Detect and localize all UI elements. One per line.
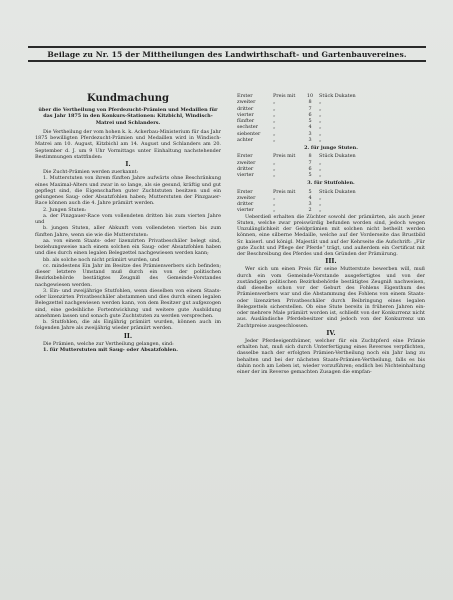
prize-label: „	[273, 118, 276, 124]
prize-amount: 7	[308, 105, 312, 112]
prize-unit: „	[319, 99, 322, 106]
announcement-title: Kundmachung	[87, 93, 169, 104]
prize-amount: 5	[308, 172, 312, 178]
section-2-number: II.	[123, 331, 133, 340]
prize-row	[237, 207, 425, 213]
prize-amount: 5	[308, 188, 312, 195]
prize-label: „	[273, 130, 276, 137]
prize-unit: „	[319, 165, 322, 172]
section-3-number: III.	[325, 257, 337, 266]
prize-list-junge-stuten	[237, 153, 425, 178]
prize-amount: 2	[308, 207, 312, 214]
prize-unit: „	[319, 130, 322, 137]
category-2-title: 2. für junge Stuten.	[304, 145, 358, 151]
prize-unit: „	[319, 207, 322, 214]
prize-rank: zweiter	[237, 194, 256, 201]
section-1-item-2c: aa. von einem Staats- oder lizenzirten Privatbeschäler belegt sind, beziehungsweise nach einem solchen ein Saug- oder Absatzfohlen haben und dies durch einen legalen Belegzettel nachgewiesen werden kann;	[35, 237, 221, 257]
section-2-intro: Die Prämien, welche zur Vertheilung gelangen, sind:	[43, 340, 174, 347]
prize-label: „	[273, 201, 276, 207]
section-3-text: Wer sich um einen Preis für seine Mutterstute bewerben will, muß durch ein vom Gemeinde-Vorstande ausgefertigtes und von der zuständigen politischen Bezirksbehörde bestätigtes Zeugniß nachweisen, daß dieselbe schon vor der Geburt des Fohlens Eigenthum des Prämienwerbers war und die Abstammung des Fohlens von einem Staats- oder lizenzirten Privatbeschäler durch Beibringung eines legalen Belegzettels sicherstellen. Ob eine Stute bereits in früheren Jahren ein- oder mehrere Male prämiirt worden ist, schließt von der Konkurrenz nicht aus. Ausländische Pferdebesitzer sind jedoch von der Konkurrenz um Zuchtpreise ausgeschlossen.	[237, 266, 425, 329]
prize-rank: Erster	[237, 188, 253, 195]
medal-paragraph: Ueberdieß erhalten die Züchter sowohl der prämiirten, als auch jener Stuten, welche zwar preiswürdig befunden worden sind, jedoch wegen Unzulänglichkeit der Geldprämien mit solchen nicht betheilt werden können, eine silberne Medaille, welche auf der Vorderseite das Brustbild Sr. kaiserl. und königl. Majestät und auf der Kehrseite die Aufschrift: „Für gute Zucht und Pflege der Pferde“ trägt, und außerdem ein Certificat mit der Beschreibung des Pferdes und den Gründen der Prämiirung.	[237, 213, 425, 257]
section-4-text: Jeder Pferdeeigenthümer, welcher für ein Zuchtpferd eine Prämie erhalten hat, muß sich durch Unterfertigung eines Reverses verpflichten, dasselbe nach der erfolgten Prämien-Vertheilung noch ein Jahr lang zu behalten und bei der nächsten Staats-Prämien-Vertheilung, falls es bis dahin noch am Leben ist, wieder vorzuführen; endlich bei Nichteinhaltung einer der im Reverse gemachten Zusagen die empfan-	[237, 337, 425, 375]
prize-amount: 6	[308, 111, 312, 118]
prize-label: „	[273, 124, 276, 131]
prize-rank: zweiter	[237, 99, 256, 106]
prize-rank: vierter	[237, 172, 254, 178]
prize-unit: „	[319, 118, 322, 124]
prize-label: Preis mit	[273, 93, 296, 99]
prize-label: „	[273, 99, 276, 106]
prize-rank: achter	[237, 136, 254, 143]
prize-amount: 5	[308, 118, 312, 124]
prize-amount: 6	[308, 165, 312, 172]
prize-rank: zweiter	[237, 159, 256, 166]
prize-label: „	[273, 136, 276, 143]
section-1-item-2e: cc. mindestens Ein Jahr im Besitze des Prämienwerbers sich befinden; dieser letztere Umstand muß durch ein von der politischen Bezirksbehörde bestätigtes Zeugniß des Gemeinde-Vorstandes nachgewiesen werden.	[35, 262, 221, 288]
prize-unit: Stück Dukaten	[319, 153, 356, 160]
prize-rank: vierter	[237, 111, 254, 118]
section-1-number: I.	[125, 160, 131, 168]
section-1-item-2: 2. Jungen Stuten:	[43, 206, 87, 213]
prize-row	[237, 137, 425, 143]
prize-rank: dritter	[237, 201, 254, 207]
right-column	[237, 93, 425, 375]
prize-label: Preis mit	[273, 153, 296, 160]
prize-unit: „	[319, 159, 322, 166]
prize-amount: 3	[308, 136, 312, 143]
prize-unit: „	[319, 194, 322, 201]
prize-unit: „	[319, 136, 322, 143]
prize-unit: Stück Dukaten	[319, 93, 356, 99]
prize-unit: Stück Dukaten	[319, 188, 356, 195]
prize-row	[237, 172, 425, 178]
section-1-item-3: 3. Ein- und zweijährige Stutfohlen, wenn dieselben von einem Staats- oder lizenzirten Privatbeschäler abstammen und dies durch einen legalen Belegzettel nachgewiesen werden kann, von dem Besitzer gut aufgezogen sind, eine gedeihliche Fortentwicklung und weitere gute Ausbildung annehmen lassen und sonach gute Zuchtstuten zu werden versprechen.	[35, 287, 221, 319]
prize-label: „	[273, 165, 276, 172]
section-1-item-4: b. Stutfohlen, die als Einjährig prämiirt wurden, können auch im folgenden Jahre als zweijährig wieder prämiirt werden.	[35, 319, 221, 332]
prize-list-mutterstuten	[237, 93, 425, 143]
prize-rank: Erster	[237, 153, 253, 160]
prize-rank: Erster	[237, 93, 253, 99]
prize-unit: „	[319, 124, 322, 131]
prize-label: „	[273, 207, 276, 214]
prize-label: „	[273, 111, 276, 118]
announcement-subtitle: über die Vertheilung von Pferdezucht-Prämien und Medaillen für das Jahr 1875 in den Konkurs-Stationen: Kitzbichl, Windisch-Matrei und Schlanders.	[38, 107, 218, 126]
section-1-item-1: 1. Mutterstuten von ihrem fünften Jahre aufwärts ohne Beschränkung eines Maximal-Alters und zwar in so lange, als sie gesund, kräftig und gut gepflegt sind, die Eigenschaften guter Zuchtstuten besitzen und ein gelungenes Saug- oder Absatzfohlen haben; Mutterstuten der Pinzgauer-Race können auch die 4. Jahre prämiirt werden.	[35, 175, 221, 207]
left-column	[35, 93, 221, 353]
prize-rank: vierter	[237, 207, 254, 214]
section-1-heading: Die Zucht-Prämien werden zuerkannt:	[43, 169, 139, 175]
prize-label: „	[273, 194, 276, 201]
section-4-number: IV.	[326, 328, 336, 337]
intro-paragraph: Die Vertheilung der vom hohen k. k. Ackerbau-Ministerium für das Jahr 1875 bewilligten Pferdezucht-Prämien und Medaillen wird in Windisch-Matrei am 10. August, Kitzbichl am 14. August und Schlanders am 20. September d. J. um 9 Uhr Vormittags unter Einhaltung nachstehender Bestimmungen stattfinden:	[35, 128, 221, 160]
prize-rank: dritter	[237, 105, 254, 112]
prize-amount: 3	[308, 130, 312, 137]
prize-unit: „	[319, 201, 322, 207]
prize-unit: „	[319, 111, 322, 118]
prize-label: „	[273, 172, 276, 178]
category-3-title: 3. für Stutfohlen.	[307, 180, 355, 187]
section-1-item-2b: b. jungen Stuten, aller Abkunft vom vollendeten vierten bis zum fünften Jahre, wenn sie wie die Mutterstuten:	[35, 225, 221, 238]
prize-amount: 8	[308, 153, 312, 160]
supplement-header: Beilage zu Nr. 15 der Mittheilungen des Landwirthschaft- und Gartenbauvereines.	[28, 46, 426, 62]
prize-label: „	[273, 159, 276, 166]
section-2-category-1: 1. für Mutterstuten mit Saug- oder Absatzfohlen.	[43, 346, 178, 353]
prize-unit: „	[319, 172, 322, 178]
prize-label: „	[273, 105, 276, 112]
prize-label: Preis mit	[273, 188, 296, 195]
prize-rank: siebenter	[237, 130, 261, 137]
prize-amount: 10	[306, 93, 314, 99]
section-1-item-2d: bb. als solche noch nicht prämiirt wurden, und	[43, 256, 160, 263]
prize-amount: 7	[308, 159, 312, 166]
section-1-item-2a: a. der Pinzgauer-Race vom vollendeten dritten bis zum vierten Jahre und	[35, 212, 221, 225]
prize-rank: sechster	[237, 124, 259, 131]
prize-amount: 4	[308, 194, 312, 201]
prize-unit: „	[319, 105, 322, 112]
prize-amount: 3	[308, 201, 312, 207]
prize-rank: fünfter	[237, 118, 255, 124]
prize-amount: 8	[308, 99, 312, 106]
prize-list-stutfohlen	[237, 189, 425, 214]
prize-amount: 4	[308, 124, 312, 131]
prize-rank: dritter	[237, 165, 254, 172]
